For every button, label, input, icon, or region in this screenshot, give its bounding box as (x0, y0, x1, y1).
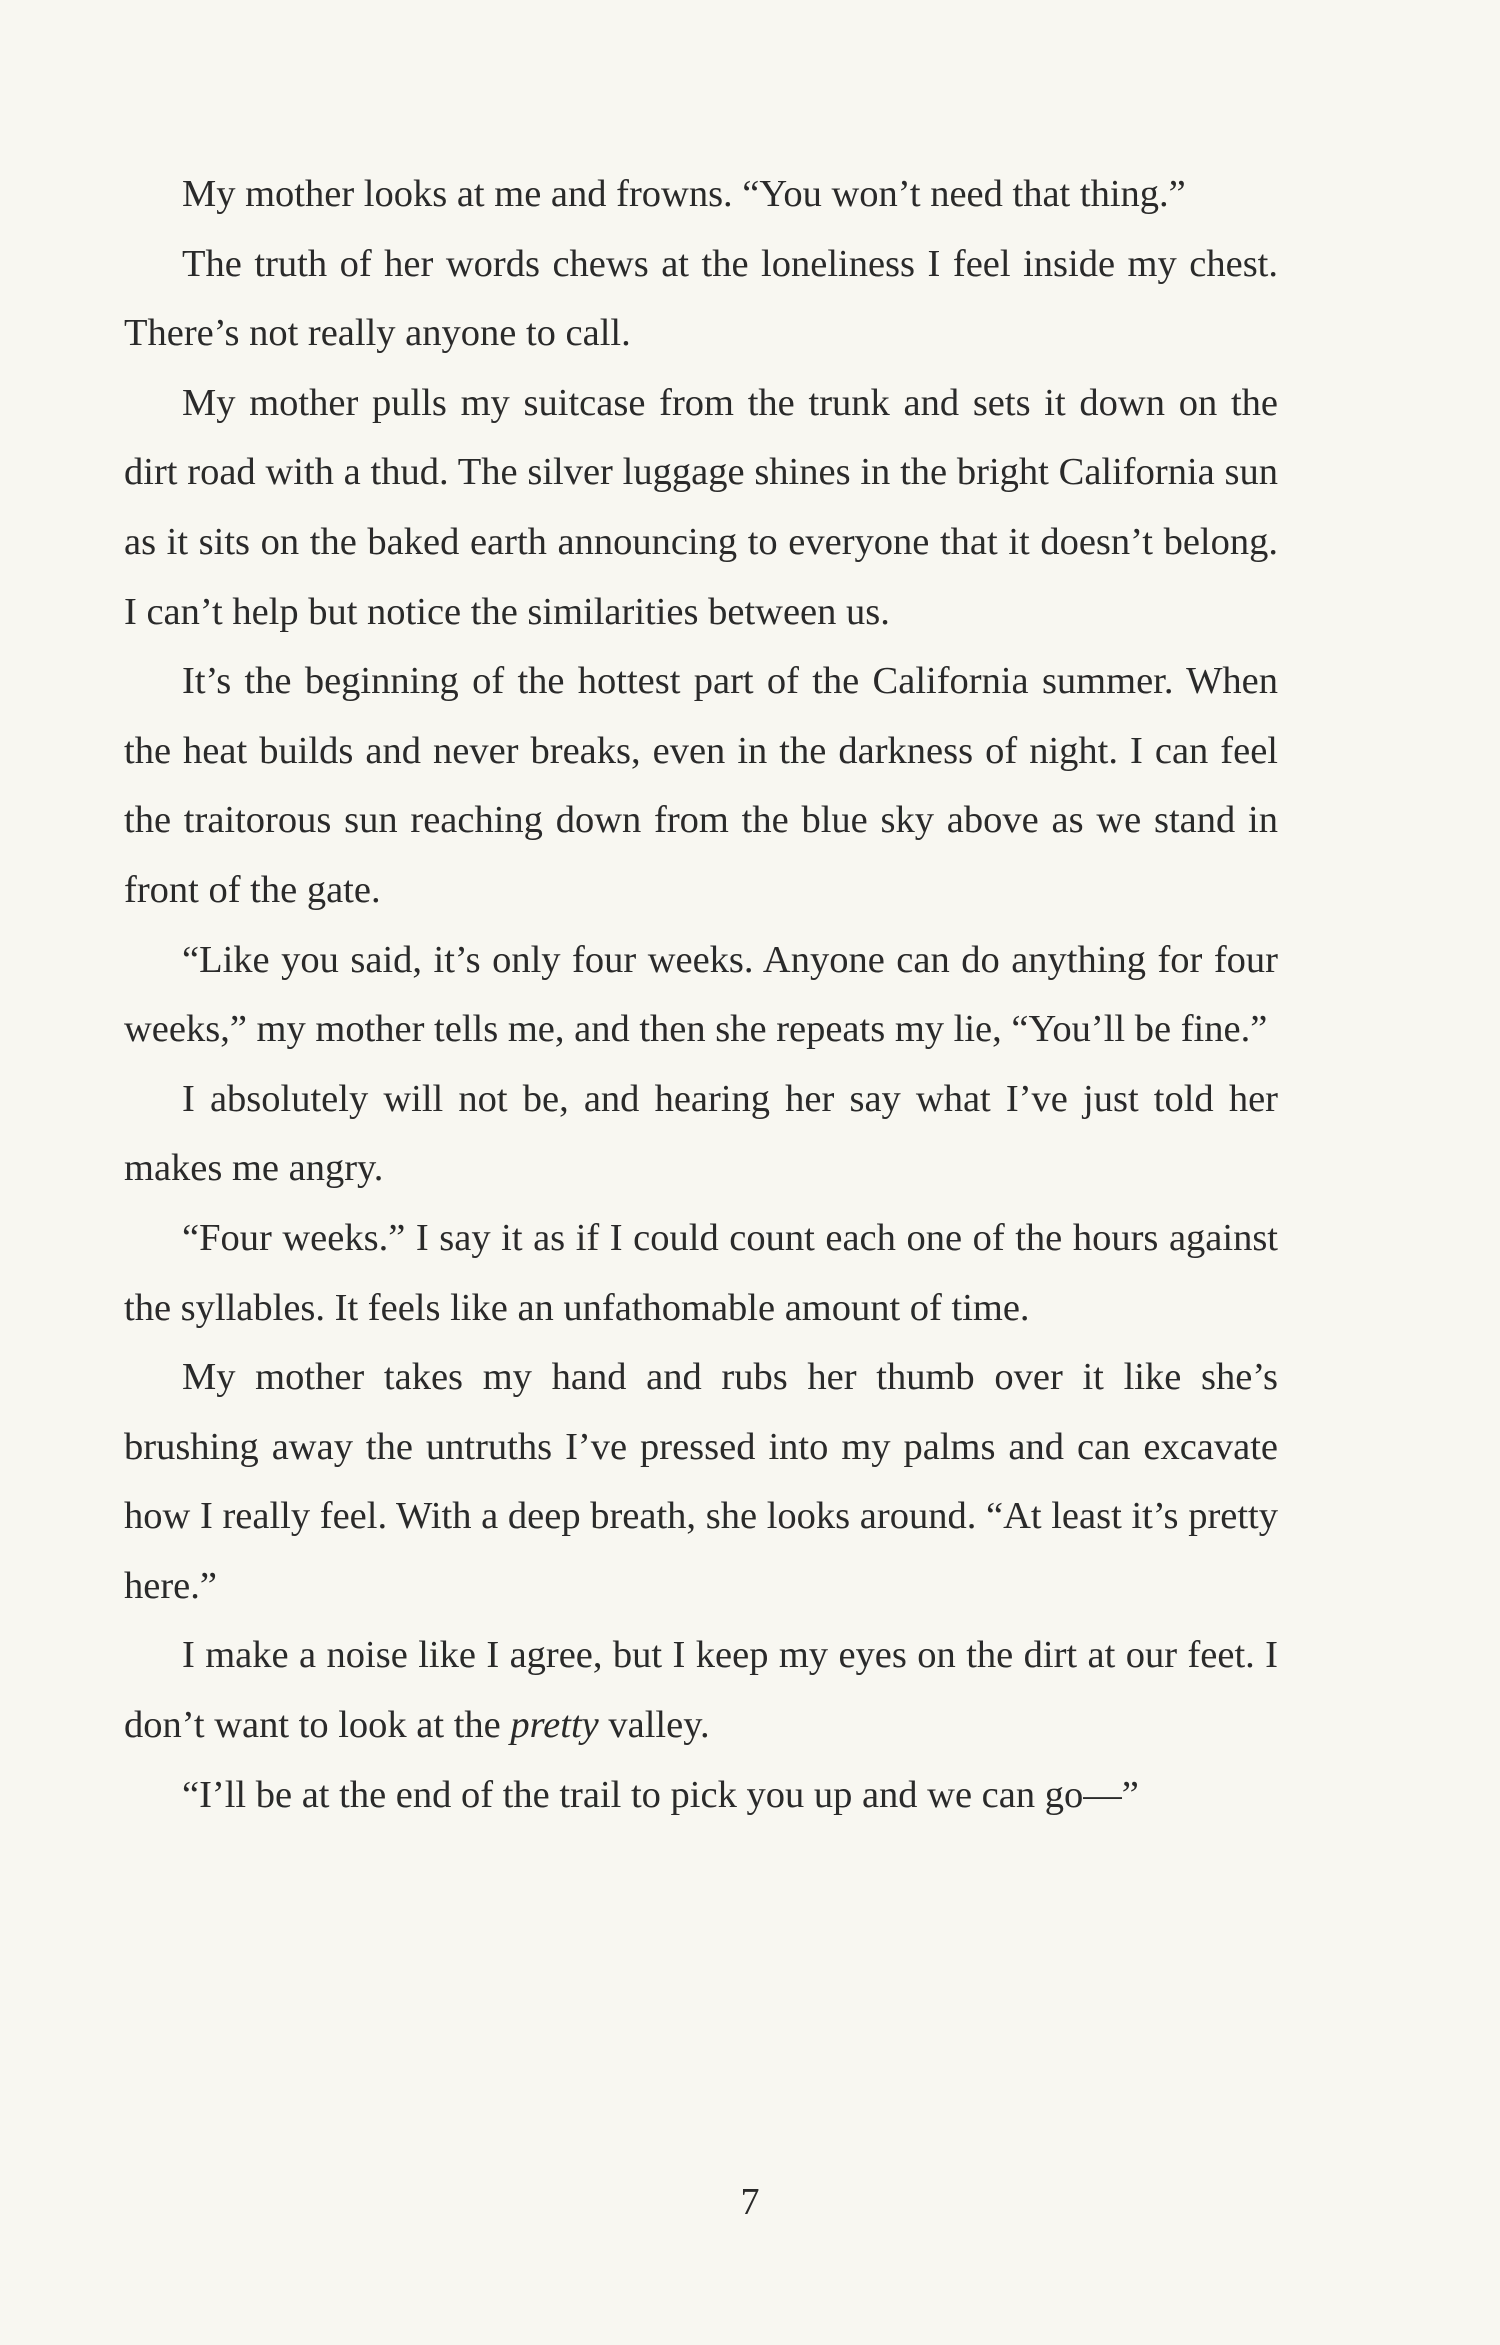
paragraph-text: It’s the beginning of the hottest part of the California summer. When the heat builds and never breaks, even in the darkness of night. I can feel the traitorous sun reaching down from the blue sky above as we stand in front of the gate. (124, 660, 1278, 911)
body-text (124, 160, 1278, 1830)
paragraph (124, 926, 1278, 1065)
paragraph (124, 647, 1278, 925)
paragraph-text: My mother pulls my suitcase from the trunk and sets it down on the dirt road with a thud. The silver luggage shines in the bright California sun as it sits on the baked earth announcing to everyone that it doesn’t belong. I can’t help but notice the similarities between us. (124, 381, 1278, 633)
paragraph-text: “I’ll be at the end of the trail to pick you up and we can go—” (182, 1773, 1139, 1816)
paragraph (124, 1621, 1278, 1760)
paragraph (124, 1065, 1278, 1204)
paragraph-text: I make a noise like I agree, but I keep my eyes on the dirt at our feet. I don’t want to look at the (124, 1634, 1278, 1747)
paragraph (124, 369, 1278, 647)
paragraph (124, 1204, 1278, 1343)
page-number: 7 (740, 2181, 760, 2223)
paragraph (124, 1761, 1278, 1831)
paragraph (124, 160, 1278, 230)
paragraph-text: “Like you said, it’s only four weeks. Anyone can do anything for four weeks,” my mother tells me, and then she repeats my lie, “You’ll be fine.” (124, 938, 1278, 1051)
paragraph (124, 230, 1278, 369)
paragraph (124, 1343, 1278, 1621)
paragraph-text: My mother looks at me and frowns. “You won’t need that thing.” (182, 173, 1186, 215)
paragraph-text: The truth of her words chews at the loneliness I feel inside my chest. There’s not really anyone to call. (124, 242, 1278, 355)
paragraph-text: “Four weeks.” I say it as if I could count each one of the hours against the syllables. It feels like an unfathomable amount of time. (124, 1216, 1278, 1329)
paragraph-text: I absolutely will not be, and hearing her say what I’ve just told her makes me angry. (124, 1077, 1278, 1190)
paragraph-text: valley. (598, 1704, 710, 1747)
emphasized-word: pretty (510, 1704, 599, 1747)
paragraph-text: My mother takes my hand and rubs her thumb over it like she’s brushing away the untruths I’ve pressed into my palms and can excavate how I really feel. With a deep breath, she looks around. “At least it’s pretty here.” (124, 1356, 1278, 1607)
